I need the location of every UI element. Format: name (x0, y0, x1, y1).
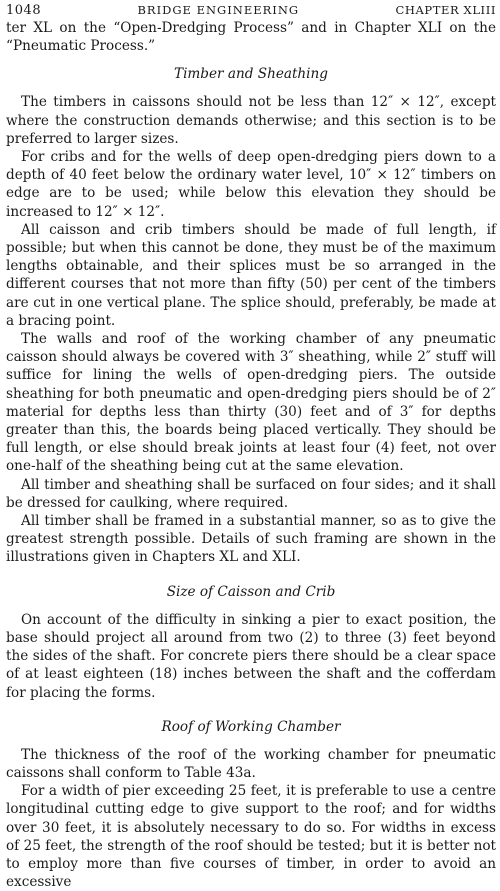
paragraph: For a width of pier exceeding 25 feet, it is preferable to use a centre longitudinal cutting edge to give support to the roof; and for widths over 30 feet, it is absolutely necessary to do so. For widths in excess of 25 feet, the strength of the roof should be tested; but it is better not to employ more than five courses of timber, in order to avoid an excessive (6, 783, 496, 891)
paragraph: All timber and sheathing shall be surfaced on four sides; and it shall be dressed for caulking, where required. (6, 476, 496, 511)
page-number: 1048 (6, 3, 42, 18)
chapter-label: CHAPTER XLIII (395, 3, 496, 17)
paragraph: The thickness of the roof of the working chamber for pneumatic caissons shall conform to Table 43a. (6, 746, 496, 781)
paragraph: For cribs and for the wells of deep open-dredging piers down to a depth of 40 feet below the ordinary water level, 10″ × 12″ timbers on edge are to be used; while below this elevation they should be increased to 12″ × 12″. (6, 149, 496, 220)
paragraph: The timbers in caissons should not be less than 12″ × 12″, except where the construction demands otherwise; and this section is to be preferred to larger sizes. (6, 94, 496, 147)
section-heading-size-caisson-crib: Size of Caisson and Crib (166, 583, 336, 600)
section-heading-roof-working-chamber: Roof of Working Chamber (161, 718, 341, 735)
running-head (6, 0, 496, 19)
running-title: BRIDGE ENGINEERING (137, 3, 300, 17)
paragraph: The walls and roof of the working chamber of any pneumatic caisson should always be covered with 3″ sheathing, while 2″ stuff will suffice for lining the wells of open-dredging piers. The outside sheathing for both pneumatic and open-dredging piers should be of 2″ material for depths less than thirty (30) feet and of 3″ for depths greater than this, the boards being placed vertically. They should be full length, or else should break joints at least four (4) feet, not over one-half of the sheathing being cut at the same elevation. (6, 331, 496, 475)
document-page (6, 0, 496, 891)
paragraph: All timber shall be framed in a substantial manner, so as to give the greatest strength possible. Details of such framing are shown in the illustrations given in Chapters XL and XLI. (6, 513, 496, 566)
section-heading-timber-sheathing: Timber and Sheathing (174, 66, 328, 83)
paragraph: All caisson and crib timbers should be made of full length, if possible; but when this cannot be done, they must be of the maximum lengths obtainable, and their splices must be so arranged in the different courses that not more than fifty (50) per cent of the timbers are cut in one vertical plane. The splice should, preferably, be made at a bracing point. (6, 221, 496, 329)
intro-paragraph: ter XL on the “Open-Dredging Process” and in Chapter XLI on the “Pneumatic Process.” (6, 20, 496, 55)
paragraph: On account of the difficulty in sinking a pier to exact position, the base should project all around from two (2) to three (3) feet beyond the sides of the shaft. For concrete piers there should be a clear space of at least eighteen (18) inches between the shaft and the cofferdam for placing the forms. (6, 611, 496, 701)
